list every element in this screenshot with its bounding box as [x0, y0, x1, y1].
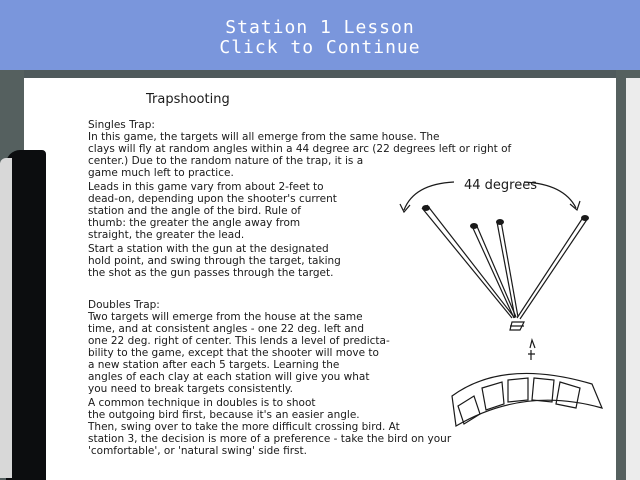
singles-line: game much left to practice. [88, 167, 234, 179]
clay-target-center-left [470, 223, 478, 229]
station-5 [556, 382, 580, 408]
clay-target-right [581, 215, 589, 221]
angle-label: 44 degrees [464, 178, 538, 193]
arc-right [524, 182, 576, 208]
doubles-heading: Doubles Trap: [88, 299, 160, 311]
singles-line: clays will fly at random angles within a 44 degree arc (22 degrees left or right of [88, 143, 512, 155]
arc-left [404, 182, 454, 210]
lesson-paper [24, 78, 616, 480]
station-4 [532, 378, 554, 402]
trap-house [510, 322, 524, 330]
doubles-line: the outgoing bird first, because it's an easier angle. [88, 409, 360, 421]
doubles-line: 'comfortable', or 'natural swing' side first. [88, 445, 307, 457]
station-3 [508, 378, 528, 402]
doubles-line: angles of each clay at each station will give you what [88, 371, 370, 383]
flight-path-right-2 [520, 218, 588, 319]
singles-line: the shot as the gun passes through the target. [88, 267, 334, 279]
clay-target-left [422, 205, 430, 211]
lesson-title: Trapshooting [146, 92, 230, 107]
doubles-line: time, and at consistent angles - one 22 deg. left and [88, 323, 364, 335]
doubles-line: Two targets will emerge from the house at the same [88, 311, 363, 323]
lesson-heading: Station 1 Lesson [225, 17, 415, 38]
singles-line: dead-on, depending upon the shooter's current [88, 193, 337, 205]
doubles-line: bility to the game, except that the shooter will move to [88, 347, 379, 359]
singles-line: station and the angle of the bird. Rule of [88, 205, 301, 217]
scene-background-right [616, 70, 640, 480]
singles-line: thumb: the greater the angle away from [88, 217, 301, 229]
singles-line: Leads in this game vary from about 2-feet to [88, 181, 324, 193]
flight-path-right [517, 216, 584, 318]
singles-line: In this game, the targets will all emerge from the same house. The [88, 131, 440, 143]
trap-diagram [394, 174, 616, 480]
doubles-line: Then, swing over to take the more difficult crossing bird. At [88, 421, 400, 433]
clay-target-center [496, 219, 504, 225]
continue-prompt[interactable]: Click to Continue [219, 37, 421, 58]
doubles-line: you need to break targets consistently. [88, 383, 293, 395]
singles-line: hold point, and swing through the target, taking [88, 255, 341, 267]
doubles-line: a new station after each 5 targets. Learning the [88, 359, 340, 371]
singles-line: center.) Due to the random nature of the trap, it is a [88, 155, 364, 167]
singles-line: Start a station with the gun at the designated [88, 243, 329, 255]
singles-line: straight, the greater the lead. [88, 229, 245, 241]
station-2 [482, 382, 504, 410]
singles-heading: Singles Trap: [88, 119, 155, 131]
doubles-line: station 3, the decision is more of a preference - take the bird on your [88, 433, 452, 445]
station-1 [458, 396, 480, 424]
continue-banner[interactable] [0, 0, 640, 70]
shotgun-silhouette [0, 150, 48, 480]
doubles-line: A common technique in doubles is to shoot [88, 397, 316, 409]
shooter-figure [528, 340, 535, 360]
doubles-line: one 22 deg. right of center. This lends a level of predicta- [88, 335, 390, 347]
